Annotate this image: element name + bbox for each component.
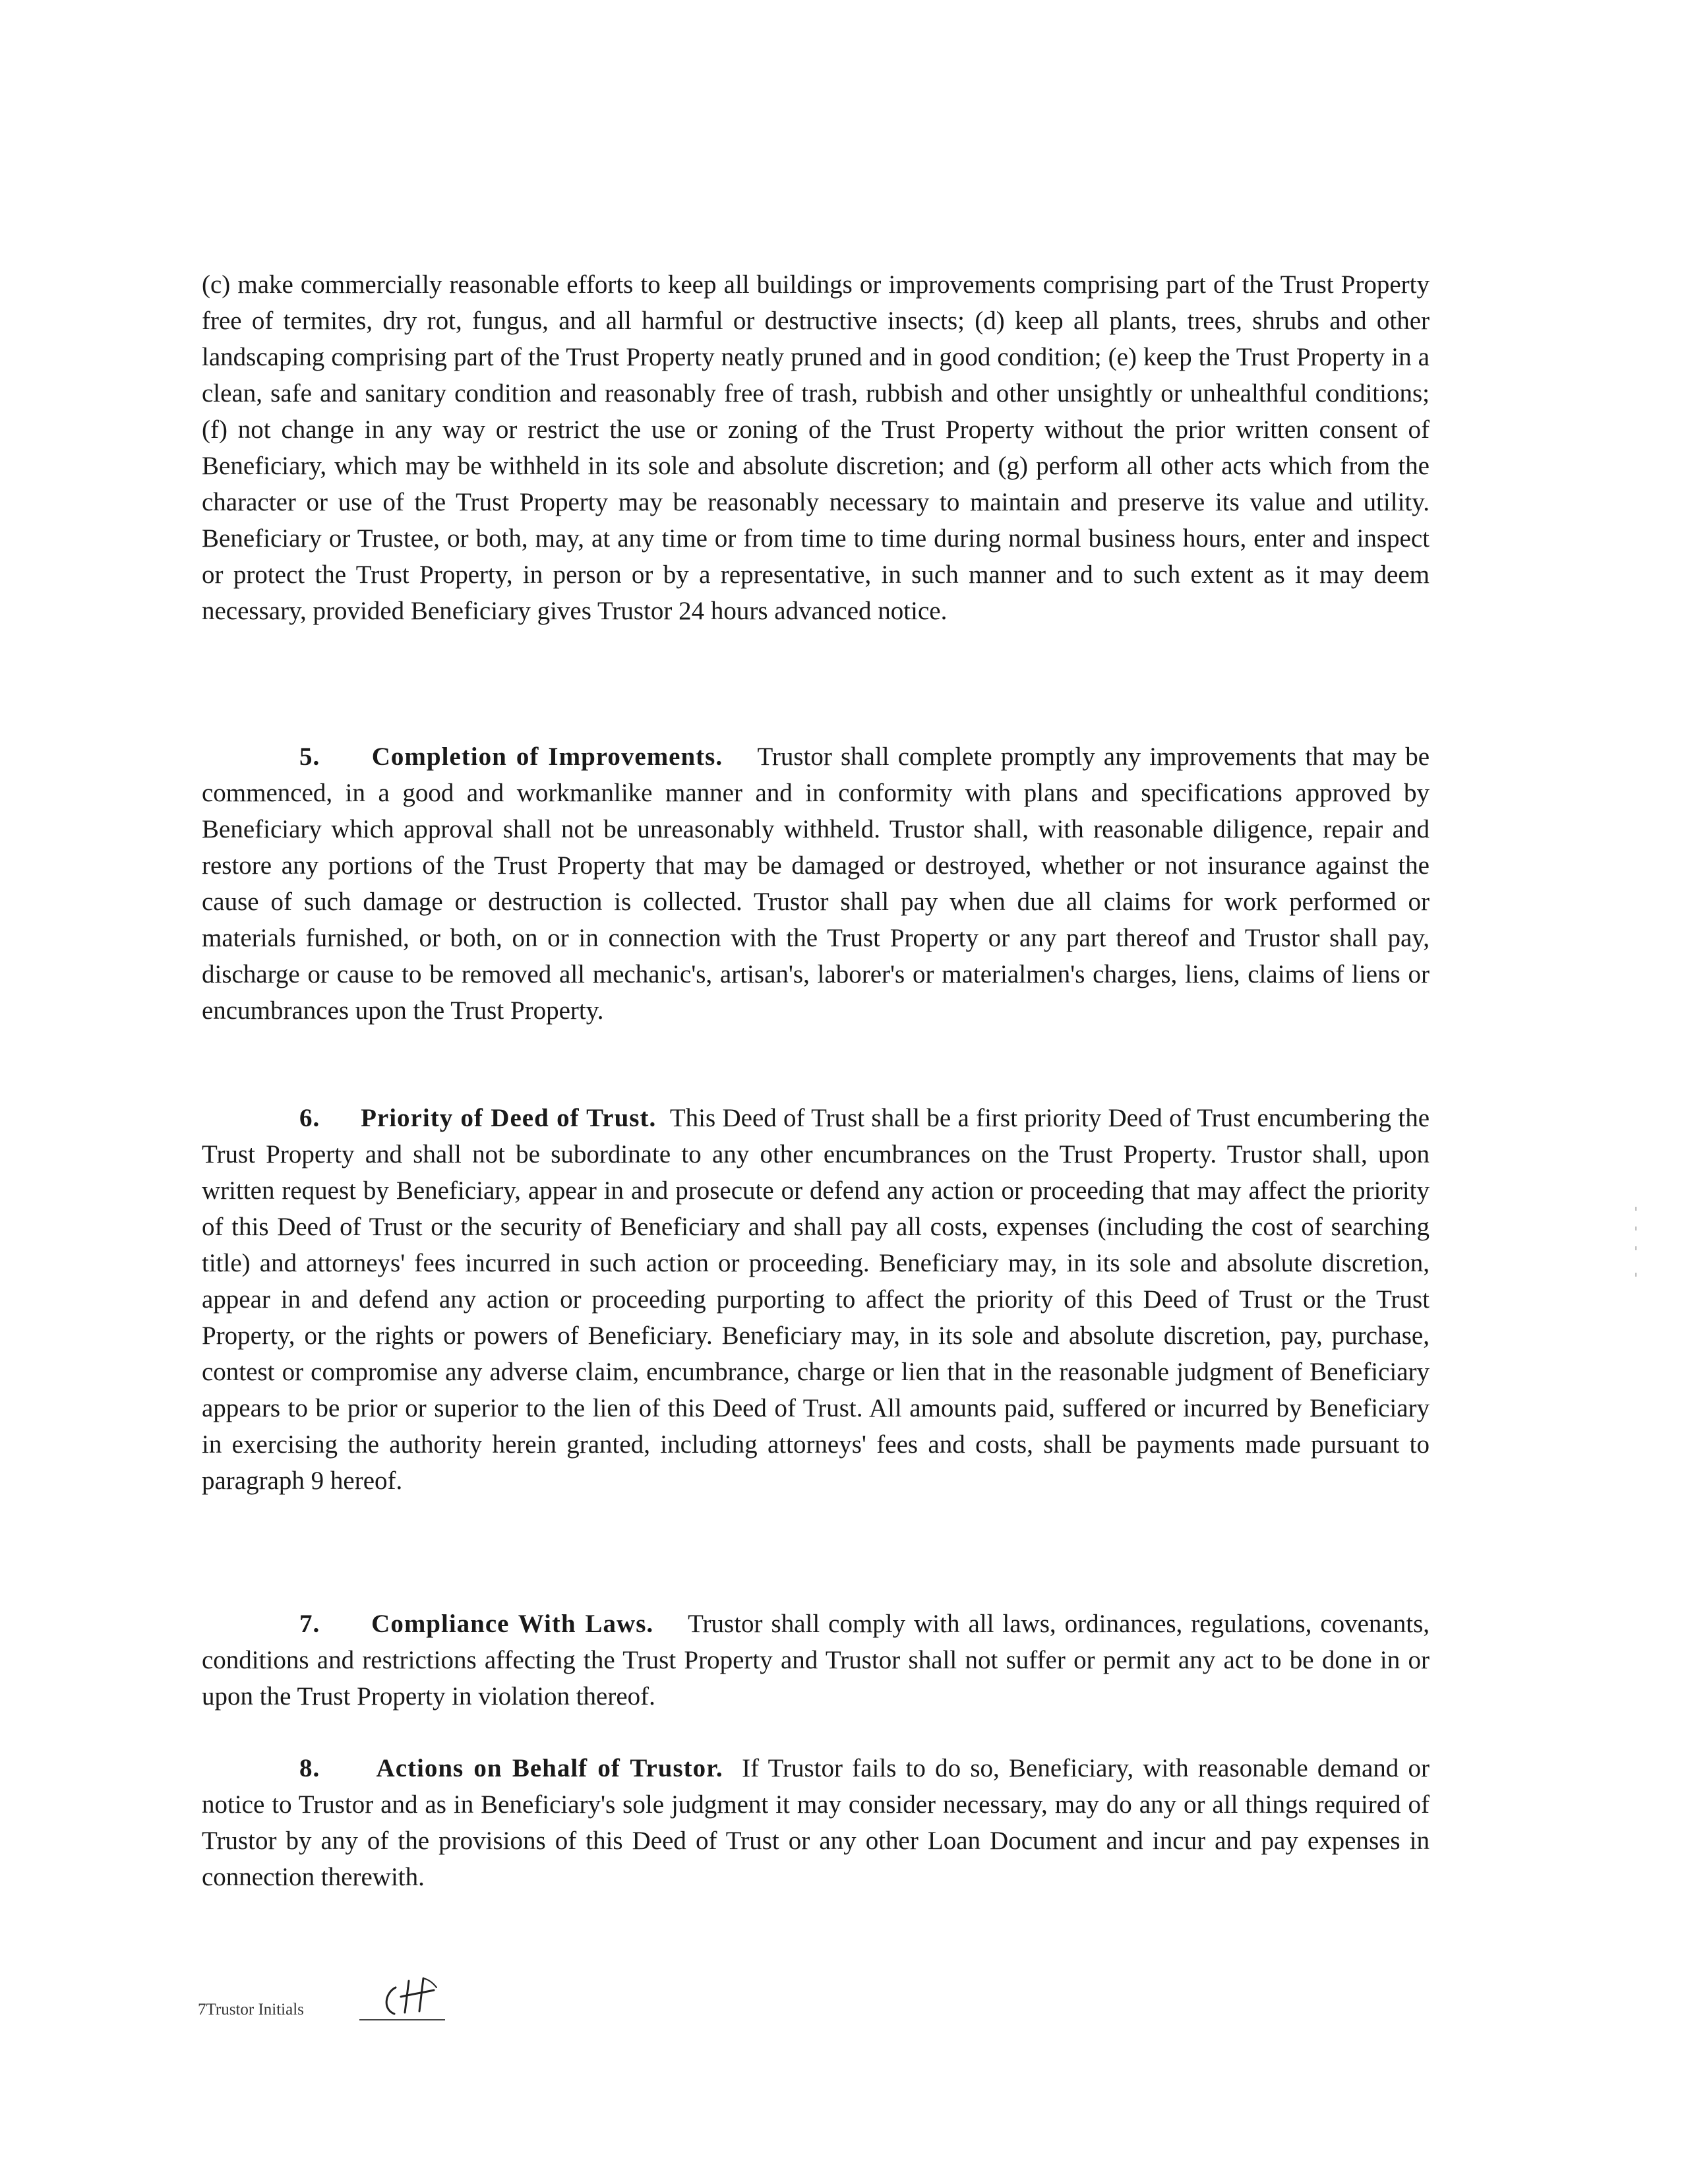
section-8-text: If Trustor fails to do so, Beneficiary, with reasonable demand or notice to Trustor and as in Beneficiary's sole judgment it may consider necessary, may do any or all things required of Trustor by any of the provisions of this Deed of Trust or any other Loan Document and incur and pay expenses in connection therewith. bbox=[202, 1754, 1430, 1891]
initials-label: Trustor Initials bbox=[206, 2001, 304, 2018]
paragraph-c: (c) make commercially reasonable efforts to keep all buildings or improvements comprising part of the Trust Property free of termites, dry rot, fungus, and all harmful or destructive insects; (d) keep all plants, trees, shrubs and other landscaping comprising part of the Trust Property neatly pruned and in good condition; (e) keep the Trust Property in a clean, safe and sanitary condition and reasonably free of trash, rubbish and other unsightly or unhealthful conditions; (f) not change in any way or restrict the use or zoning of the Trust Property without the prior written consent of Beneficiary, which may be withheld in its sole and absolute discretion; and (g) perform all other acts which from the character or use of the Trust Property may be reasonably necessary to maintain and preserve its value and utility. Beneficiary or Trustee, or both, may, at any time or from time to time during normal business hours, enter and inspect or protect the Trust Property, in person or by a representative, in such manner and to such extent as it may deem necessary, provided Beneficiary gives Trustor 24 hours advanced notice. bbox=[202, 270, 1430, 625]
section-7 bbox=[202, 1606, 1430, 1714]
section-5 bbox=[202, 739, 1430, 1029]
section-6-number: 6. bbox=[299, 1104, 320, 1132]
section-6-heading: Priority of Deed of Trust. bbox=[361, 1104, 657, 1132]
section-8-heading: Actions on Behalf of Trustor. bbox=[376, 1754, 723, 1782]
page-footer bbox=[198, 2001, 304, 2019]
handwritten-initials bbox=[376, 1973, 448, 2026]
section-6-text: This Deed of Trust shall be a first priority Deed of Trust encumbering the Trust Property and shall not be subordinate to any other encumbrances on the Trust Property. Trustor shall, upon written request by Beneficiary, appear in and prosecute or defend any action or proceeding that may affect the priority of this Deed of Trust or the security of Beneficiary and shall pay all costs, expenses (including the cost of searching title) and attorneys' fees incurred in such action or proceeding. Beneficiary may, in its sole and absolute discretion, appear in and defend any action or proceeding purporting to affect the priority of this Deed of Trust or the Trust Property, or the rights or powers of Beneficiary. Beneficiary may, in its sole and absolute discretion, pay, purchase, contest or compromise any adverse claim, encumbrance, charge or lien that in the reasonable judgment of Beneficiary appears to be prior or superior to the lien of this Deed of Trust. All amounts paid, suffered or incurred by Beneficiary in exercising the authority herein granted, including attorneys' fees and costs, shall be payments made pursuant to paragraph 9 hereof. bbox=[202, 1104, 1430, 1495]
section-7-heading: Compliance With Laws. bbox=[371, 1610, 654, 1638]
section-5-heading: Completion of Improvements. bbox=[371, 743, 723, 771]
section-7-text: Trustor shall comply with all laws, ordinances, regulations, covenants, conditions and restrictions affecting the Trust Property and Trustor shall not suffer or permit any act to be done in or upon the Trust Property in violation thereof. bbox=[202, 1610, 1430, 1711]
page-number: 7 bbox=[198, 2001, 206, 2018]
section-5-text: Trustor shall complete promptly any improvements that may be commenced, in a good and workmanlike manner and in conformity with plans and specifications approved by Beneficiary which approval shall not be unreasonably withheld. Trustor shall, with reasonable diligence, repair and restore any portions of the Trust Property that may be damaged or destroyed, whether or not insurance against the cause of such damage or destruction is collected. Trustor shall pay when due all claims for work performed or materials furnished, or both, on or in connection with the Trust Property or any part thereof and Trustor shall pay, discharge or cause to be removed all mechanic's, artisan's, laborer's or materialmen's charges, liens, claims of liens or encumbrances upon the Trust Property. bbox=[202, 743, 1430, 1025]
section-5-number: 5. bbox=[299, 743, 320, 771]
section-8 bbox=[202, 1750, 1430, 1895]
section-6 bbox=[202, 1100, 1430, 1499]
section-7-number: 7. bbox=[299, 1610, 320, 1638]
margin-tick-marks bbox=[1634, 1207, 1638, 1279]
section-8-number: 8. bbox=[299, 1754, 320, 1782]
